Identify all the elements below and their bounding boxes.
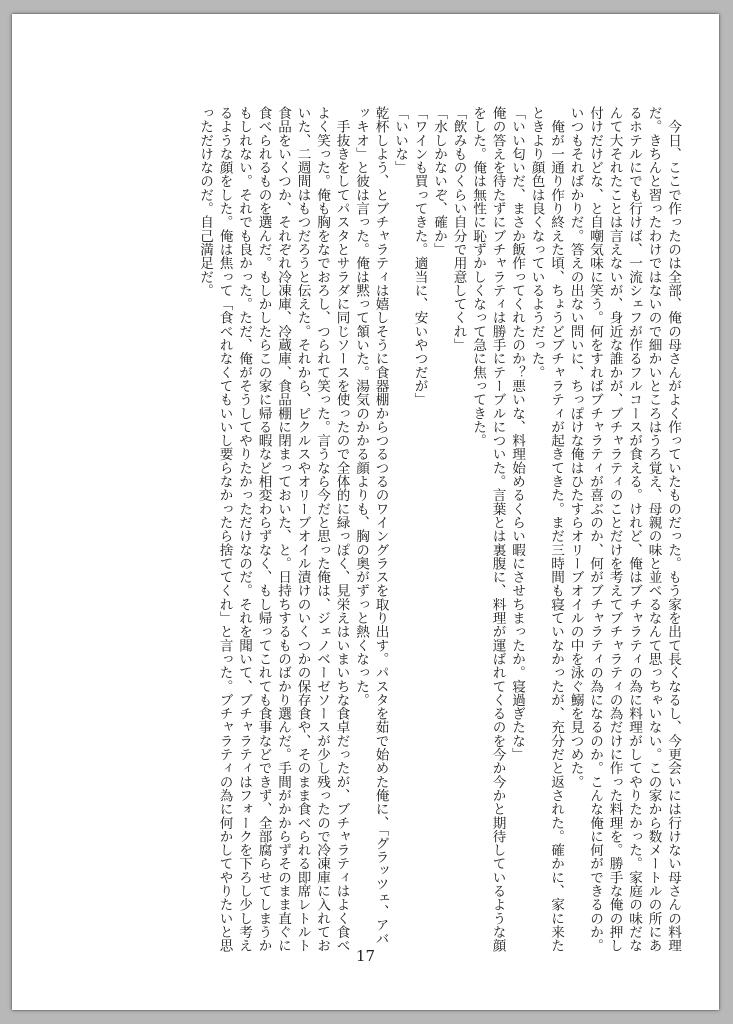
dialogue-line: 「飲みものくらい自分で用意してくれ」 (450, 106, 467, 352)
dialogue-line: 「いい匂いだ、まさか飯作ってくれたのか？悪いな、料理始めるくらい暇にさせちまったか。寝過ぎたな」 (509, 106, 525, 762)
dialogue-line: 「いいな」 (392, 106, 408, 175)
dialogue-line: 「水しかないぞ、確か」 (431, 106, 447, 257)
dialogue-line: 「ワインも買ってきた。適当に、安いやつだが」 (411, 106, 428, 407)
paragraph: 俺が一通り作り終えた頃、ちょうどブチャラティが起きてきた。まだ三時間も寝ていなかったが、充分だと返された。確かに、家に来たときより顔色は良くなっているようだった。 (528, 106, 564, 953)
paragraph: 今日、ここで作ったのは全部、俺の母さんがよく作っていたものだった。もう家を出て長くなるし、今更会いには行けない母さんの料理だ。きちんと習ったわけではないので細かいところはうろ覚え、母親の味と並べるなんて思っちゃいない。この家から数メートルの所にあるホテルにでも行けば、一流シェフが作るフルコースが食える。けれど、俺はブチャラティの為に料理がしてやりたかった。家庭の味だなんて大それたことは言えないが、身近な誰かが、ブチャラティのことだけを考えてブチャラティの為だけに作った料理を。勝手な俺の押し付けだけどな、と自嘲気味に笑う。何をすればブチャラティが喜ぶのか、何がブチャラティの為になるのか。こんな俺に何ができるのか。いつもそればかりだ。答えの出ない問いに、ちっぽけな俺はひたすらオリーブオイルの中を泳ぐ鰯を見つめた。 (567, 106, 681, 953)
page-number: 17 (355, 947, 376, 965)
vertical-text-body (102, 106, 682, 956)
paragraph: 俺の答えを待たずにブチャラティは勝手にテーブルについた。言葉とは裏腹に、料理が運ばれてくるのを今か今かと期待しているような顔をした。俺は無性に恥ずかしくなって急に焦ってきた。 (470, 106, 506, 953)
paragraph: 手抜きをしてパスタとサラダに同じソースを使ったので全体的に緑っぽく、見栄えはいまいちな食卓だったが、ブチャラティはよく食べよく笑った。俺も胸をなでおろし、つられて笑った。言うなら今だと思った俺は、ジェノベーゼソースが少し残ったので冷凍庫に入れておいた、二週間はもつだろうと伝えた。それから、ピクルスやオリーブオイル漬けのいくつかの保存食や、そのまま食べられる即席レトルト食品をいくつか、それぞれ冷凍庫、冷蔵庫、食品棚に閉まっておいた、と。日持ちするものばかり選んだ。手間がかからずそのまま直ぐに食べられるものを選んだ。もしかしたらこの家に帰る暇など相変わらずなく、もし帰ってこれても食事などできず、全部腐らせてしまうかもしれない。それでも良かった。ただ、俺がそうしてやりたかっただけなのだ。それを聞いて、ブチャラティはフォークを下ろし少し考えるような顔をした。俺は焦って「食べれなくてもいいし要らなかったら捨ててくれ」と言った。ブチャラティの為に何かしてやりたいと思っただけなのだ。自己満足だ。 (197, 106, 350, 953)
book-page (12, 14, 719, 1010)
paragraph: 乾杯しよう、とブチャラティは嬉しそうに食器棚からつるつるのワイングラスを取り出す。パスタを茹で始めた俺に、「グラッツェ、アバッキオ」と彼は言った。俺は黙って頷いた。湯気のかかる顔よりも、胸の奥がずっと熱くなった。 (353, 106, 389, 946)
